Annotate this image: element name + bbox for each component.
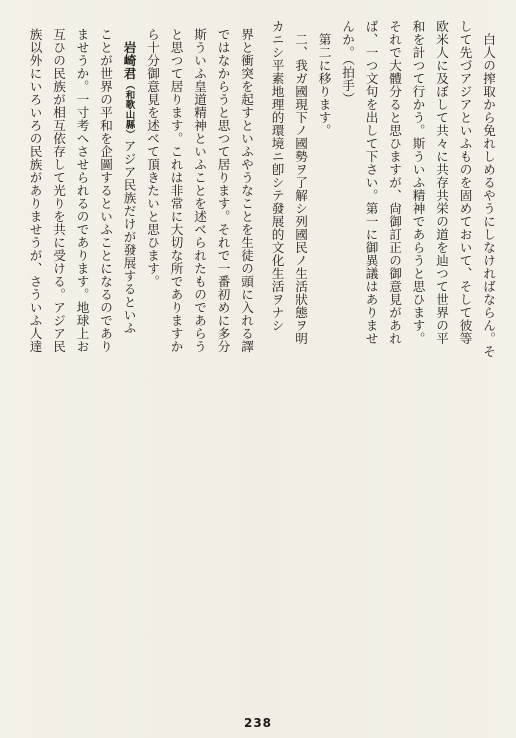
speaker-affiliation: （和歌山縣） [123, 79, 135, 139]
text-line: 互ひの民族が相互依存して光りを共に受ける。アジア民 [51, 28, 66, 353]
text-line [117, 28, 141, 710]
text-line: 欧米人に及ぼして共々に共存共栄の道を辿つて世界の平 [434, 20, 449, 345]
text-line [22, 28, 23, 710]
text-line: して先づアジアといふものを固めておいて、そして彼等 [457, 20, 473, 345]
text-line: と思つて居ります。これは非常に大切な所でありますか [168, 28, 184, 353]
text-line [262, 20, 265, 710]
text-line: 和を計つて行かう。斯ういふ精神であらうと思ひます。 [410, 20, 426, 345]
text-line: それで大體分ると思ひますが、尙御訂正の御意見があれ [387, 20, 402, 345]
text-line: 斯ういふ皇道精神といふことを述べられたものであらう [192, 28, 207, 353]
text-line: ませうか。一寸考へさせられるのであります。地球上お [74, 28, 90, 353]
text-line: んか。（拍手） [340, 20, 355, 105]
text-line: ことが世界の平和を企圖するといふことになるのであり [98, 28, 113, 353]
text-line: 界と衝突を起すといふやうなことを生徒の頭に入れる譯 [239, 28, 254, 353]
text-line: ら十分御意見を述べて頂きたいと思ひます。 [145, 28, 160, 288]
text-column-left [22, 28, 258, 710]
page-number: 238 [243, 716, 273, 730]
line-text: アジア民族だけが發展するといふ [121, 138, 137, 334]
text-line: カニシ平素地理的環境ニ卽シテ發展的文化生活ヲナシ [269, 20, 285, 332]
text-line: 白人の搾取から免れしめるやうにしなければならん。そ [481, 32, 496, 358]
text-line: ば、一つ文句を出して下さい。第一に御異議はありませ [363, 20, 379, 345]
text-line: 二、我ガ國現下ノ國勢ヲ了解シ列國民ノ生活狀態ヲ明 [293, 32, 308, 345]
text-line: ではなからうと思つて居ります。それで一番初めに多分 [215, 28, 231, 353]
speaker-name: 岩崎君 [121, 40, 137, 80]
text-column-right [262, 20, 500, 710]
text-line: 族以外にいろいろの民族がありませうが、さういふ人達 [27, 28, 43, 353]
text-line: 第二に移ります。 [316, 32, 332, 137]
